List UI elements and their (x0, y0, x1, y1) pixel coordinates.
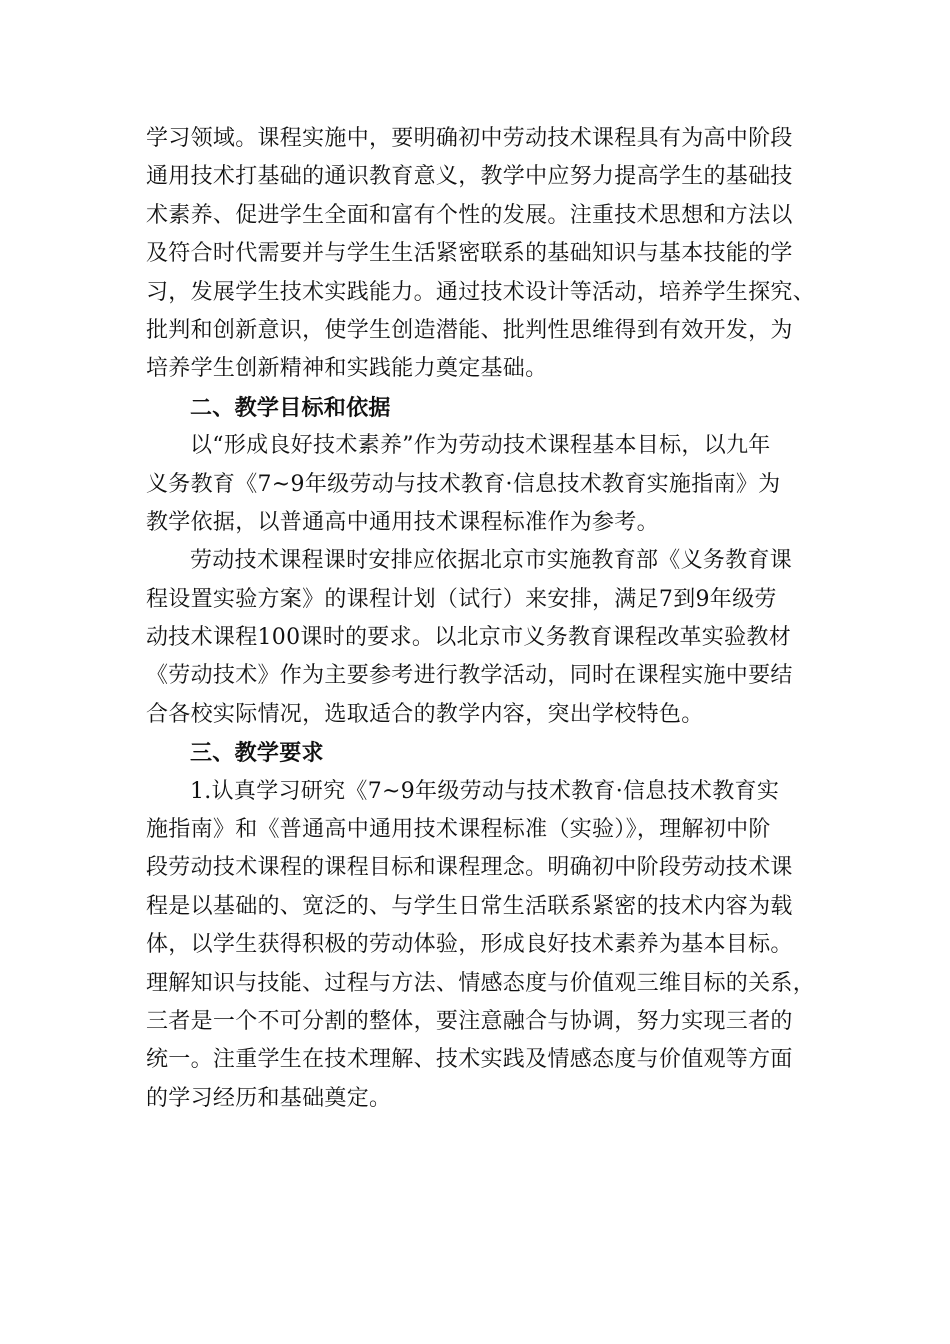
text-line: 1.认真学习研究《7~9年级劳动与技术教育·信息技术教育实 (190, 778, 780, 804)
text-line: 通用技术打基础的通识教育意义，教学中应努力提高学生的基础技 (146, 164, 793, 190)
text-line: 施指南》和《普通高中通用技术课程标准（实验）》，理解初中阶 (146, 817, 771, 843)
section-heading-requirements: 三、教学要求 (190, 740, 324, 767)
text-line: 合各校实际情况，选取适合的教学内容，突出学校特色。 (146, 701, 704, 727)
text-line: 习，发展学生技术实践能力。通过技术设计等活动，培养学生探究、 (146, 279, 816, 305)
text-line: 程设置实验方案》的课程计划（试行）来安排，满足7到9年级劳 (146, 586, 777, 612)
text-line: 及符合时代需要并与学生生活紧密联系的基础知识与基本技能的学 (146, 241, 793, 267)
text-line: 以“形成良好技术素养”作为劳动技术课程基本目标，以九年 (190, 433, 771, 459)
text-line: 体，以学生获得积极的劳动体验，形成良好技术素养为基本目标。 (146, 932, 793, 958)
text-line: 术素养、促进学生全面和富有个性的发展。注重技术思想和方法以 (146, 202, 793, 228)
text-line: 义务教育《7~9年级劳动与技术教育·信息技术教育实施指南》为 (146, 471, 781, 497)
text-line: 劳动技术课程课时安排应依据北京市实施教育部《义务教育课 (190, 548, 793, 574)
text-line: 三者是一个不可分割的整体，要注意融合与协调，努力实现三者的 (146, 1008, 793, 1034)
text-line: 的学习经历和基础奠定。 (146, 1085, 392, 1111)
text-line: 统一。注重学生在技术理解、技术实践及情感态度与价值观等方面 (146, 1047, 793, 1073)
section-heading-goals: 二、教学目标和依据 (190, 394, 391, 421)
paragraph-goal (146, 427, 798, 542)
text-line: 《劳动技术》作为主要参考进行教学活动，同时在课程实施中要结 (146, 663, 793, 689)
text-line: 批判和创新意识，使学生创造潜能、批判性思维得到有效开发，为 (146, 317, 793, 343)
text-line: 学习领域。课程实施中，要明确初中劳动技术课程具有为高中阶段 (146, 126, 793, 151)
text-line: 理解知识与技能、过程与方法、情感态度与价值观三维目标的关系， (146, 970, 816, 996)
text-line: 段劳动技术课程的课程目标和课程理念。明确初中阶段劳动技术课 (146, 855, 793, 881)
text-line: 教学依据，以普通高中通用技术课程标准作为参考。 (146, 509, 659, 535)
text-line: 程是以基础的、宽泛的、与学生日常生活联系紧密的技术内容为载 (146, 893, 793, 919)
paragraph-requirement-1 (146, 773, 816, 1119)
text-line: 培养学生创新精神和实践能力奠定基础。 (146, 356, 548, 382)
paragraph-intro (146, 120, 816, 389)
paragraph-hours (146, 542, 798, 734)
document-page (146, 120, 816, 1118)
text-line: 动技术课程100课时的要求。以北京市义务教育课程改革实验教材 (146, 625, 791, 651)
